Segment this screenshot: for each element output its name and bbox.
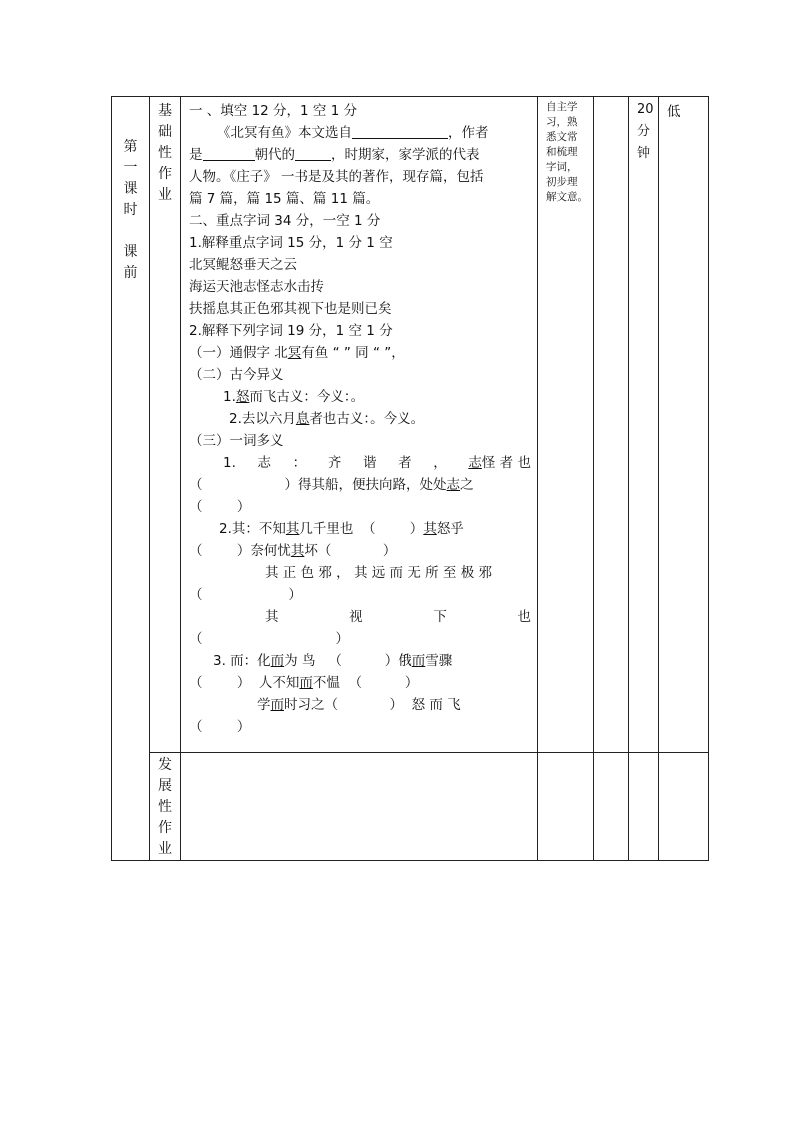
homework-content bbox=[181, 97, 538, 753]
develop-level-cell bbox=[659, 753, 709, 861]
zhi-line-1: 1. 志 ： 齐 谐 者 ， 志怪 者 也 bbox=[223, 455, 531, 471]
develop-time-cell bbox=[629, 753, 659, 861]
time-cell: 20 分 钟 bbox=[629, 97, 659, 753]
qi-line-4: （ ） bbox=[189, 587, 302, 603]
zhi-line-2: （ ）得其船，便扶向路，处处志之 bbox=[189, 477, 474, 493]
develop-homework-row bbox=[112, 753, 709, 861]
word-line-2: 海运天池志怪志水击抟 bbox=[189, 279, 324, 295]
word-line-1: 北冥鲲怒垂天之云 bbox=[189, 257, 297, 273]
develop-content-cell bbox=[181, 753, 538, 861]
lesson-label: 第 一 课 时 bbox=[123, 139, 138, 218]
er-line-1: 3. 而：化而为 鸟 （ ）俄而雪骤 bbox=[213, 653, 453, 669]
gujin-title: （二）古今异义 bbox=[189, 367, 284, 383]
subsection-2-title: 2.解释下列字词 19 分，1 空 1 分 bbox=[189, 323, 393, 339]
gujin-line-1: 1.怒而飞古义：今义：。 bbox=[223, 389, 365, 405]
er-line-3: 学而时习之（ ） 怒 而 飞 bbox=[257, 697, 461, 713]
fill-line-2: 是 朝代的 ，时期家，家学派的代表 bbox=[189, 147, 480, 163]
phase-label: 课 前 bbox=[123, 244, 138, 281]
gujin-line-2: 2.去以六月息者也古义：。今义。 bbox=[229, 411, 425, 427]
homework-table bbox=[111, 96, 709, 861]
qi-line-1: 2.其：不知其几千里也 （ ）其怒乎 bbox=[219, 521, 464, 537]
er-line-4: （ ） bbox=[189, 719, 251, 735]
empty-cell bbox=[594, 97, 629, 753]
er-line-2: （ ） 人不知而不愠 （ ） bbox=[189, 675, 419, 691]
qi-line-6: （ ） bbox=[189, 631, 350, 647]
learning-goal: 自主学 习，熟 悉文常 和梳理 字词， 初步理 解文意。 bbox=[538, 97, 594, 753]
fill-line-4: 篇 7 篇，篇 15 篇、篇 11 篇。 bbox=[189, 191, 380, 207]
develop-homework-label: 发 展 性 作 业 bbox=[150, 753, 181, 861]
tongjia-line: （一）通假字 北冥有鱼 “ ” 同 “ ”， bbox=[189, 345, 405, 361]
qi-line-2: （ ）奈何忧其坏（ ） bbox=[189, 543, 397, 559]
section-1-title: 一 、填空 12 分，1 空 1 分 bbox=[189, 103, 358, 119]
basic-homework-label: 基 础 性 作 业 bbox=[150, 97, 181, 753]
difficulty-level: 低 bbox=[659, 97, 709, 753]
lesson-cell bbox=[112, 97, 150, 861]
qi-line-5: 其 视 下 也 bbox=[265, 609, 531, 625]
qi-line-3: 其 正 色 邪 ， 其 远 而 无 所 至 极 邪 bbox=[265, 565, 492, 581]
develop-goal-cell bbox=[538, 753, 594, 861]
duoyi-title: （三）一词多义 bbox=[189, 433, 284, 449]
word-line-3: 扶摇息其正色邪其视下也是则已矣 bbox=[189, 301, 392, 317]
fill-line-3: 人物。《庄子》 一书是及其的著作，现存篇，包括 bbox=[189, 169, 484, 185]
develop-empty-cell bbox=[594, 753, 629, 861]
section-2-title: 二、重点字词 34 分，一空 1 分 bbox=[189, 213, 381, 229]
subsection-1-title: 1.解释重点字词 15 分，1 分 1 空 bbox=[189, 235, 393, 251]
basic-homework-row bbox=[112, 97, 709, 753]
zhi-line-3: （ ） bbox=[189, 499, 251, 515]
fill-line-1: 《北冥有鱼》本文选自 ，作者 bbox=[217, 125, 489, 141]
